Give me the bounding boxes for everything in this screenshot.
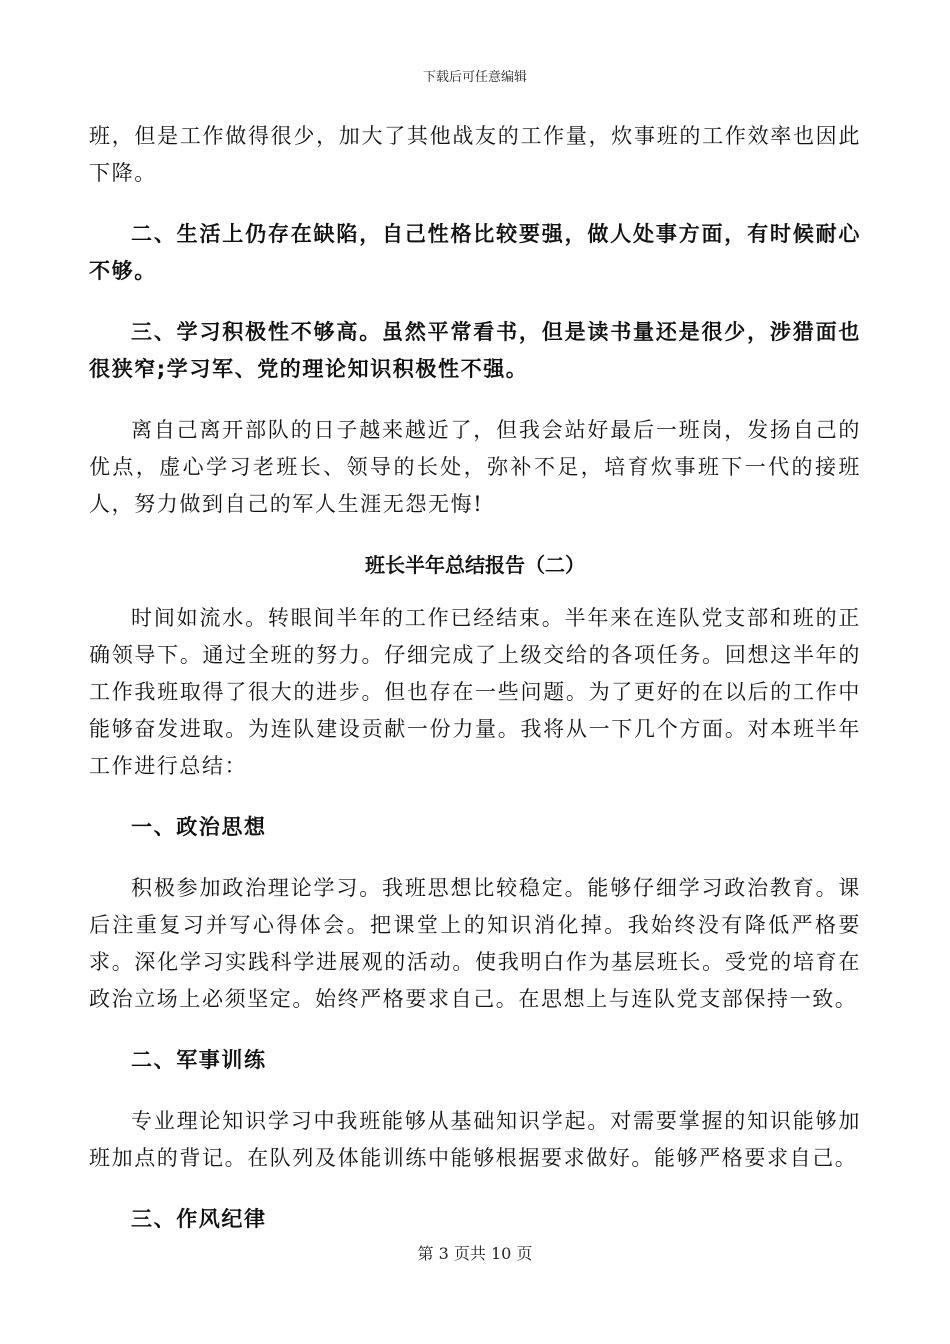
- paragraph-shortcoming-3: 三、学习积极性不够高。虽然平常看书，但是读书量还是很少，涉猎面也很狭窄;学习军、党的理论知识积极性不强。: [89, 320, 861, 381]
- paragraph-intro: 时间如流水。转眼间半年的工作已经结束。半年来在连队党支部和班的正确领导下。通过全班的努力。仔细完成了上级交给的各项任务。回想这半年的工作我班取得了很大的进步。但也存在一些问题。为了更好的在以后的工作中能够奋发进取。为连队建设贡献一份力量。我将从一下几个方面。对本班半年工作进行总结：: [89, 606, 861, 778]
- paragraph-politics: 积极参加政治理论学习。我班思想比较稳定。能够仔细学习政治教育。课后注重复习并写心得体会。把课堂上的知识消化掉。我始终没有降低严格要求。深化学习实践科学进展观的活动。使我明白作为基层班长。受党的培育在政治立场上必须坚定。始终严格要求自己。在思想上与连队党支部保持一致。: [89, 876, 861, 1011]
- paragraph-continued: 班，但是工作做得很少，加大了其他战友的工作量，炊事班的工作效率也因此下降。: [89, 124, 861, 185]
- document-body: [89, 118, 861, 1238]
- page-header: 下载后可任意编辑: [422, 70, 527, 85]
- page-footer: 第 3 页共 10 页: [417, 1244, 533, 1263]
- paragraph-military-training: 专业理论知识学习中我班能够从基础知识学起。对需要掌握的知识能够加班加点的背记。在队列及体能训练中能够根据要求做好。能够严格要求自己。: [89, 1109, 861, 1170]
- paragraph-shortcoming-2: 二、生活上仍存在缺陷，自己性格比较要强，做人处事方面，有时候耐心不够。: [89, 222, 861, 283]
- section-title: 班长半年总结报告（二）: [365, 553, 585, 577]
- heading-politics: 一、政治思想: [131, 815, 267, 839]
- heading-discipline: 三、作风纪律: [131, 1207, 267, 1231]
- paragraph-closing: 离自己离开部队的日子越来越近了，但我会站好最后一班岗，发扬自己的优点，虚心学习老班长、领导的长处，弥补不足，培育炊事班下一代的接班人，努力做到自己的军人生涯无怨无悔!: [89, 418, 861, 516]
- heading-military-training: 二、军事训练: [131, 1048, 267, 1072]
